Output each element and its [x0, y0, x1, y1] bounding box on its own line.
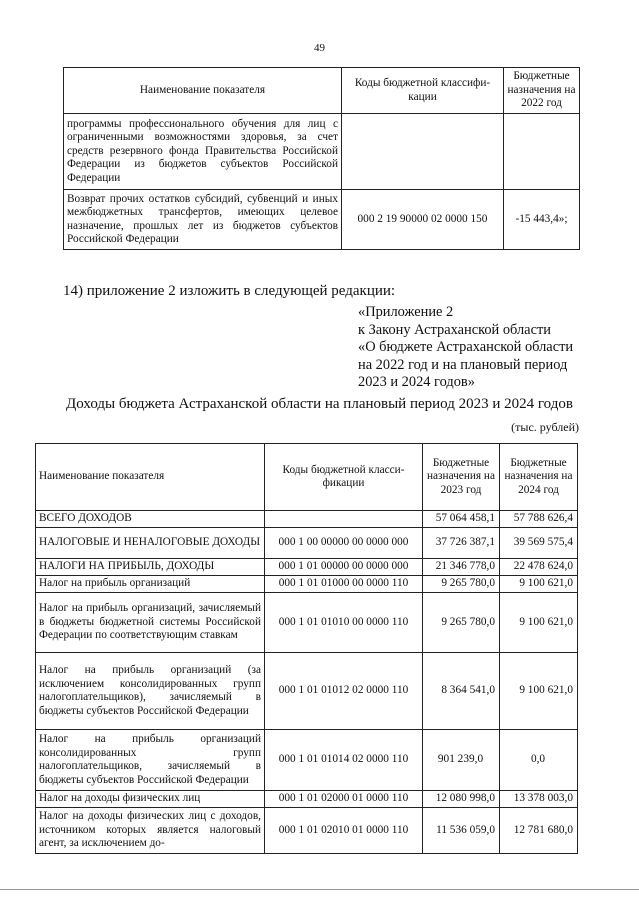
- row-name: НАЛОГИ НА ПРИБЫЛЬ, ДОХОДЫ: [36, 559, 265, 576]
- header-name: Наименование показателя: [64, 68, 342, 114]
- header-value-2024: Бюджетные назначения на 2024 год: [500, 444, 578, 511]
- row-code: 000 1 01 01012 02 0000 110: [265, 653, 423, 730]
- table-row: [64, 114, 580, 190]
- row-value: [504, 114, 580, 190]
- row-name: Возврат прочих остатков субсидий, субвенций и иных межбюджетных трансфертов, имеющих целевое назначение, прошлых лет из бюджетов субъектов Российской Федерации: [64, 190, 342, 250]
- table-row: [36, 791, 578, 808]
- row-value-2024: 39 569 575,4: [500, 528, 578, 559]
- row-value-2024: 9 100 621,0: [500, 576, 578, 593]
- table-row: [64, 190, 580, 250]
- header-code: Коды бюджетной класси-фикации: [265, 444, 423, 511]
- row-value-2024: 22 478 624,0: [500, 559, 578, 576]
- header-code: Коды бюджетной классифи-кации: [342, 68, 504, 114]
- table-row: [36, 653, 578, 730]
- page-number: 49: [314, 42, 325, 54]
- table-row: [36, 730, 578, 791]
- row-name: Налог на доходы физических лиц с доходов, источником которых является налоговый агент, за исключением до-: [36, 808, 265, 854]
- row-value-2023: 57 064 458,1: [423, 511, 500, 528]
- row-code: 000 1 01 01000 00 0000 110: [265, 576, 423, 593]
- table-row: [36, 559, 578, 576]
- page-bottom-divider: [0, 889, 639, 890]
- row-value-2023: 37 726 387,1: [423, 528, 500, 559]
- appendix-line: 2023 и 2024 годов»: [358, 374, 475, 391]
- appendix-line: к Закону Астраханской области: [358, 321, 551, 338]
- row-name: программы профессионального обучения для лиц с ограниченными возможностями здоровья, за счет средств резервного фонда Правительства Российской Федерации из бюджетов субъектов Российской Федерации: [64, 114, 342, 190]
- table-row: [36, 511, 578, 528]
- header-value-2023: Бюджетные назначения на 2023 год: [423, 444, 500, 511]
- row-name: Налог на прибыль организаций, зачисляемый в бюджеты бюджетной системы Российской Федерации по соответствующим ставкам: [36, 593, 265, 653]
- row-value-2024: 12 781 680,0: [500, 808, 578, 854]
- row-value-2023: 901 239,0: [423, 730, 500, 791]
- row-value-2023: 11 536 059,0: [423, 808, 500, 854]
- table-row: [36, 576, 578, 593]
- row-name: Налог на доходы физических лиц: [36, 791, 265, 808]
- revenue-table-2023-2024: [35, 443, 578, 854]
- row-value-2023: 9 265 780,0: [423, 593, 500, 653]
- row-code: 000 1 00 00000 00 0000 000: [265, 528, 423, 559]
- units-label: (тыс. рублей): [511, 420, 579, 434]
- row-value-2024: 13 378 003,0: [500, 791, 578, 808]
- row-value-2023: 8 364 541,0: [423, 653, 500, 730]
- header-name: Наименование показателя: [36, 444, 265, 511]
- amendment-text: 14) приложение 2 изложить в следующей редакции:: [63, 283, 396, 299]
- row-name: Налог на прибыль организаций консолидированных групп налогоплательщиков, зачисляемый в бюджеты субъектов Российской Федерации: [36, 730, 265, 791]
- appendix-line: «О бюджете Астраханской области: [358, 339, 574, 356]
- row-value-2023: 21 346 778,0: [423, 559, 500, 576]
- row-value-2024: 57 788 626,4: [500, 511, 578, 528]
- row-name: Налог на прибыль организаций (за исключением консолидированных групп налогоплательщиков), зачисляемый в бюджеты субъектов Российской Федерации: [36, 653, 265, 730]
- row-code: 000 1 01 02010 01 0000 110: [265, 808, 423, 854]
- row-code: 000 1 01 01014 02 0000 110: [265, 730, 423, 791]
- row-name: ВСЕГО ДОХОДОВ: [36, 511, 265, 528]
- row-code: 000 1 01 02000 01 0000 110: [265, 791, 423, 808]
- row-value: -15 443,4»;: [504, 190, 580, 250]
- table-row: [36, 593, 578, 653]
- row-name: НАЛОГОВЫЕ И НЕНАЛОГОВЫЕ ДОХОДЫ: [36, 528, 265, 559]
- row-code: [342, 114, 504, 190]
- row-value-2023: 9 265 780,0: [423, 576, 500, 593]
- row-value-2023: 12 080 998,0: [423, 791, 500, 808]
- row-code: 000 1 01 01010 00 0000 110: [265, 593, 423, 653]
- appendix-header: [358, 304, 573, 392]
- appendix-line: «Приложение 2: [358, 304, 454, 320]
- row-value-2024: 9 100 621,0: [500, 653, 578, 730]
- row-code: 000 2 19 90000 02 0000 150: [342, 190, 504, 250]
- table-header-row: [64, 68, 580, 114]
- row-code: [265, 511, 423, 528]
- table-row: [36, 808, 578, 854]
- table-row: [36, 528, 578, 559]
- appendix-line: на 2022 год и на плановый период: [358, 356, 568, 373]
- row-value-2024: 9 100 621,0: [500, 593, 578, 653]
- budget-table-2022: [63, 67, 580, 250]
- header-value-2022: Бюджетные назначения на 2022 год: [504, 68, 580, 114]
- row-value-2024: 0,0: [500, 730, 578, 791]
- row-name: Налог на прибыль организаций: [36, 576, 265, 593]
- document-title: Доходы бюджета Астраханской области на плановый период 2023 и 2024 годов: [66, 396, 573, 412]
- row-code: 000 1 01 00000 00 0000 000: [265, 559, 423, 576]
- table-header-row: [36, 444, 578, 511]
